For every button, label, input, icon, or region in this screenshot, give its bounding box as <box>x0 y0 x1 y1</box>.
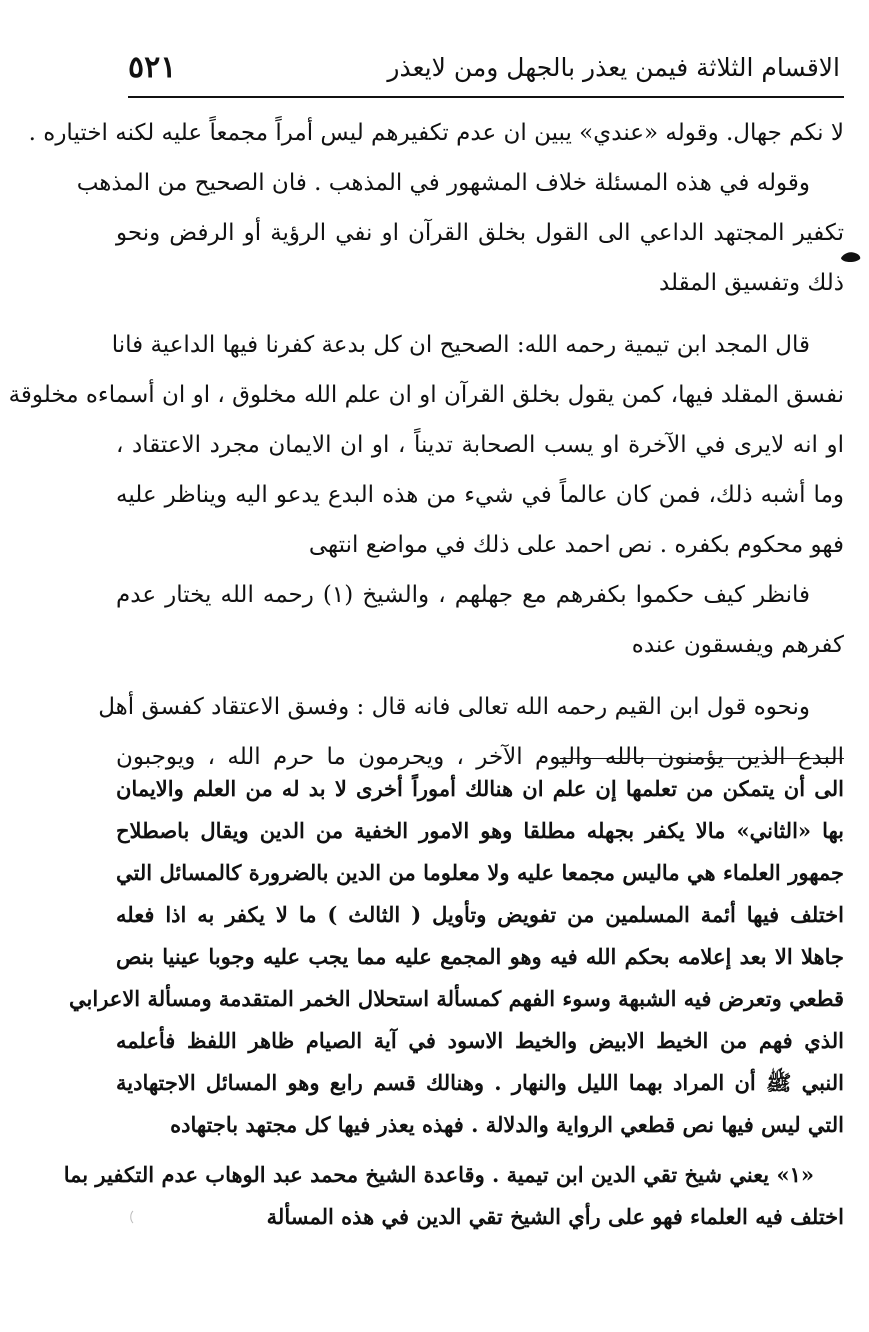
page-number: ٥٢١ <box>128 50 177 85</box>
text-line: او انه لايرى في الآخرة او يسب الصحابة تديناً ، او ان الايمان مجرد الاعتقاد ، <box>116 432 844 458</box>
footnote-line: اختلف فيها أئمة المسلمين من تفويض وتأويل ( الثالث ) ما لا يكفر به اذا فعله <box>116 902 844 927</box>
footnote-line: التي ليس فيها نص قطعي الرواية والدلالة . فهذه يعذر فيها كل مجتهد باجتهاده <box>170 1112 844 1137</box>
footnote-separator <box>560 758 844 759</box>
footnote-line: الى أن يتمكن من تعلمها إن علم ان هنالك أموراً أخرى لا بد له من العلم والايمان <box>116 776 844 801</box>
footnote-line: اختلف فيه العلماء فهو على رأي الشيخ تقي الدين في هذه المسألة <box>266 1204 844 1229</box>
text-line: فهو محكوم بكفره . نص احمد على ذلك في مواضع انتهى <box>308 532 844 558</box>
text-line: نفسق المقلد فيها، كمن يقول بخلق القرآن او ان علم الله مخلوق ، او ان أسماءه مخلوقة <box>8 382 844 408</box>
footnote-line: جمهور العلماء هي ماليس مجمعا عليه ولا معلوما من الدين بالضرورة كالمسائل التي <box>116 860 844 885</box>
running-title: الاقسام الثلاثة فيمن يعذر بالجهل ومن لايعذر <box>387 53 840 82</box>
main-text <box>8 108 844 782</box>
text-line: لا نكم جهال. وقوله «عندي» يبين ان عدم تكفيرهم ليس أمراً مجمعاً عليه لكنه اختياره . <box>28 120 844 146</box>
page-header <box>128 44 840 92</box>
footnote-line: «١» يعني شيخ تقي الدين ابن تيمية . وقاعدة الشيخ محمد عبد الوهاب عدم التكفير بما <box>63 1162 814 1187</box>
header-rule <box>128 96 844 98</box>
text-line: تكفير المجتهد الداعي الى القول بخلق القرآن او نفي الرؤية أو الرفض ونحو <box>116 220 844 246</box>
text-line: ونحوه قول ابن القيم رحمه الله تعالى فانه قال : وفسق الاعتقاد كفسق أهل <box>98 694 810 720</box>
text-line: فانظر كيف حكموا بكفرهم مع جهلهم ، والشيخ (١) رحمه الله يختار عدم <box>116 582 810 608</box>
text-line: وقوله في هذه المسئلة خلاف المشهور في المذهب . فان الصحيح من المذهب <box>76 170 810 196</box>
footnote-line: النبي ﷺ أن المراد بهما الليل والنهار . وهنالك قسم رابع وهو المسائل الاجتهادية <box>116 1070 844 1095</box>
text-line: كفرهم ويفسقون عنده <box>631 632 844 658</box>
footnote-line: الذي فهم من الخيط الابيض والخيط الاسود في آية الصيام ظاهر اللفظ فأعلمه <box>116 1028 844 1053</box>
faint-margin-mark <box>128 1210 136 1224</box>
footnotes <box>63 768 844 1238</box>
text-line: وما أشبه ذلك، فمن كان عالماً في شيء من هذه البدع يدعو اليه ويناظر عليه <box>116 482 844 508</box>
text-line: البدع الذين يؤمنون بالله واليوم الآخر ، ويحرمون ما حرم الله ، ويوجبون <box>116 744 844 770</box>
footnote-line: بها «الثاني» مالا يكفر بجهله مطلقا وهو الامور الخفية من الدين ويقال باصطلاح <box>116 818 844 843</box>
footnote-line: جاهلا الا بعد إعلامه بحكم الله فيه وهو المجمع عليه مما يجب عليه وجوبا عينيا بنص <box>116 944 844 969</box>
text-line: قال المجد ابن تيمية رحمه الله: الصحيح ان كل بدعة كفرنا فيها الداعية فانا <box>111 332 810 358</box>
ink-blot-mark <box>840 250 862 264</box>
footnote-line: قطعي وتعرض فيه الشبهة وسوء الفهم كمسألة استحلال الخمر المتقدمة ومسألة الاعرابي <box>69 986 844 1011</box>
text-line: ذلك وتفسيق المقلد <box>658 270 844 296</box>
